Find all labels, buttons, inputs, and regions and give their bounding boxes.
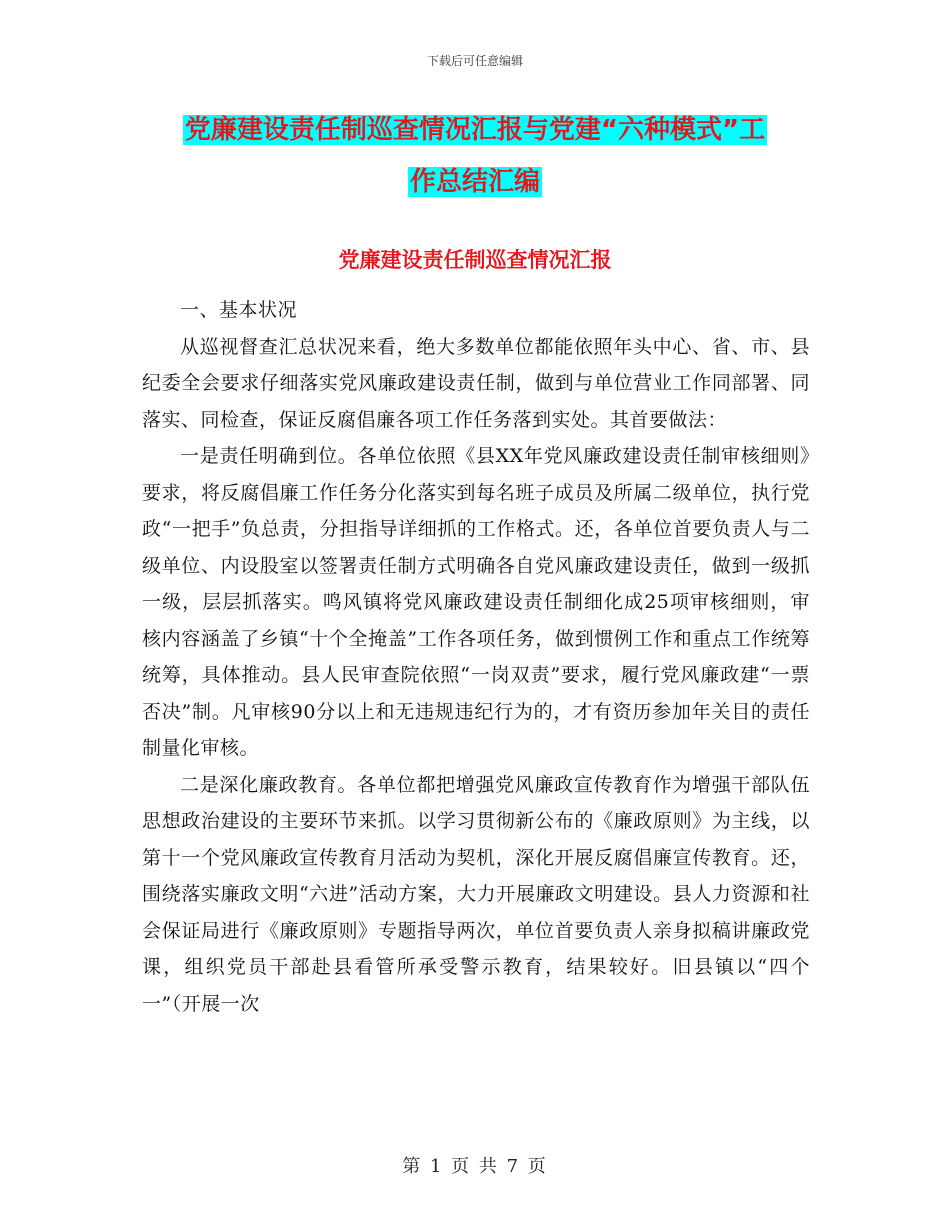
title-line-1: 党廉建设责任制巡查情况汇报与党建“六种模式”工: [184, 115, 766, 145]
header-note: 下载后可任意编辑: [426, 54, 523, 68]
page-footer: 第 1 页 共 7 页: [402, 1156, 548, 1177]
title-line-2: 作总结汇编: [409, 167, 540, 197]
paragraph-responsibility: 一是责任明确到位。各单位依照《县XX年党风廉政建设责任制审核细则》要求，将反腐倡廉工作任务分化落实到每名班子成员及所属二级单位，执行党政“一把手”负总责，分担指导详细抓的工作格式。还，各单位首要负责人与二级单位、内设股室以签署责任制方式明确各自党风廉政建设责任，做到一级抓一级，层层抓落实。鸣风镇将党风廉政建设责任制细化成25项审核细则，审核内容涵盖了乡镇“十个全掩盖”工作各项任务，做到惯例工作和重点工作统筹统筹，具体推动。县人民审查院依照“一岗双责”要求，履行党风廉政建“一票否决”制。凡审核90分以上和无违规违纪行为的，才有资历参加年关目的责任制量化审核。: [142, 445, 810, 759]
paragraph-overview: 从巡视督查汇总状况来看，绝大多数单位都能依照年头中心、省、市、县纪委全会要求仔细落实党风廉政建设责任制，做到与单位营业工作同部署、同落实、同检查，保证反腐倡廉各项工作任务落到实处。其首要做法：: [142, 335, 810, 431]
document-title: [140, 108, 810, 204]
section-heading-basic: 一、基本状况: [180, 299, 298, 321]
section-subtitle: 党廉建设责任制巡查情况汇报: [338, 248, 612, 272]
paragraph-education: 二是深化廉政教育。各单位都把增强党风廉政宣传教育作为增强干部队伍思想政治建设的主要环节来抓。以学习贯彻新公布的《廉政原则》为主线，以第十一个党风廉政宣传教育月活动为契机，深化开展反腐倡廉宣传教育。还，围绕落实廉政文明“六进”活动方案，大力开展廉政文明建设。县人力资源和社会保证局进行《廉政原则》专题指导两次，单位首要负责人亲身拟稿讲廉政党课，组织党员干部赴县看管所承受警示教育，结果较好。旧县镇以“四个一”（开展一次: [142, 773, 810, 1015]
document-body: [142, 292, 810, 1022]
